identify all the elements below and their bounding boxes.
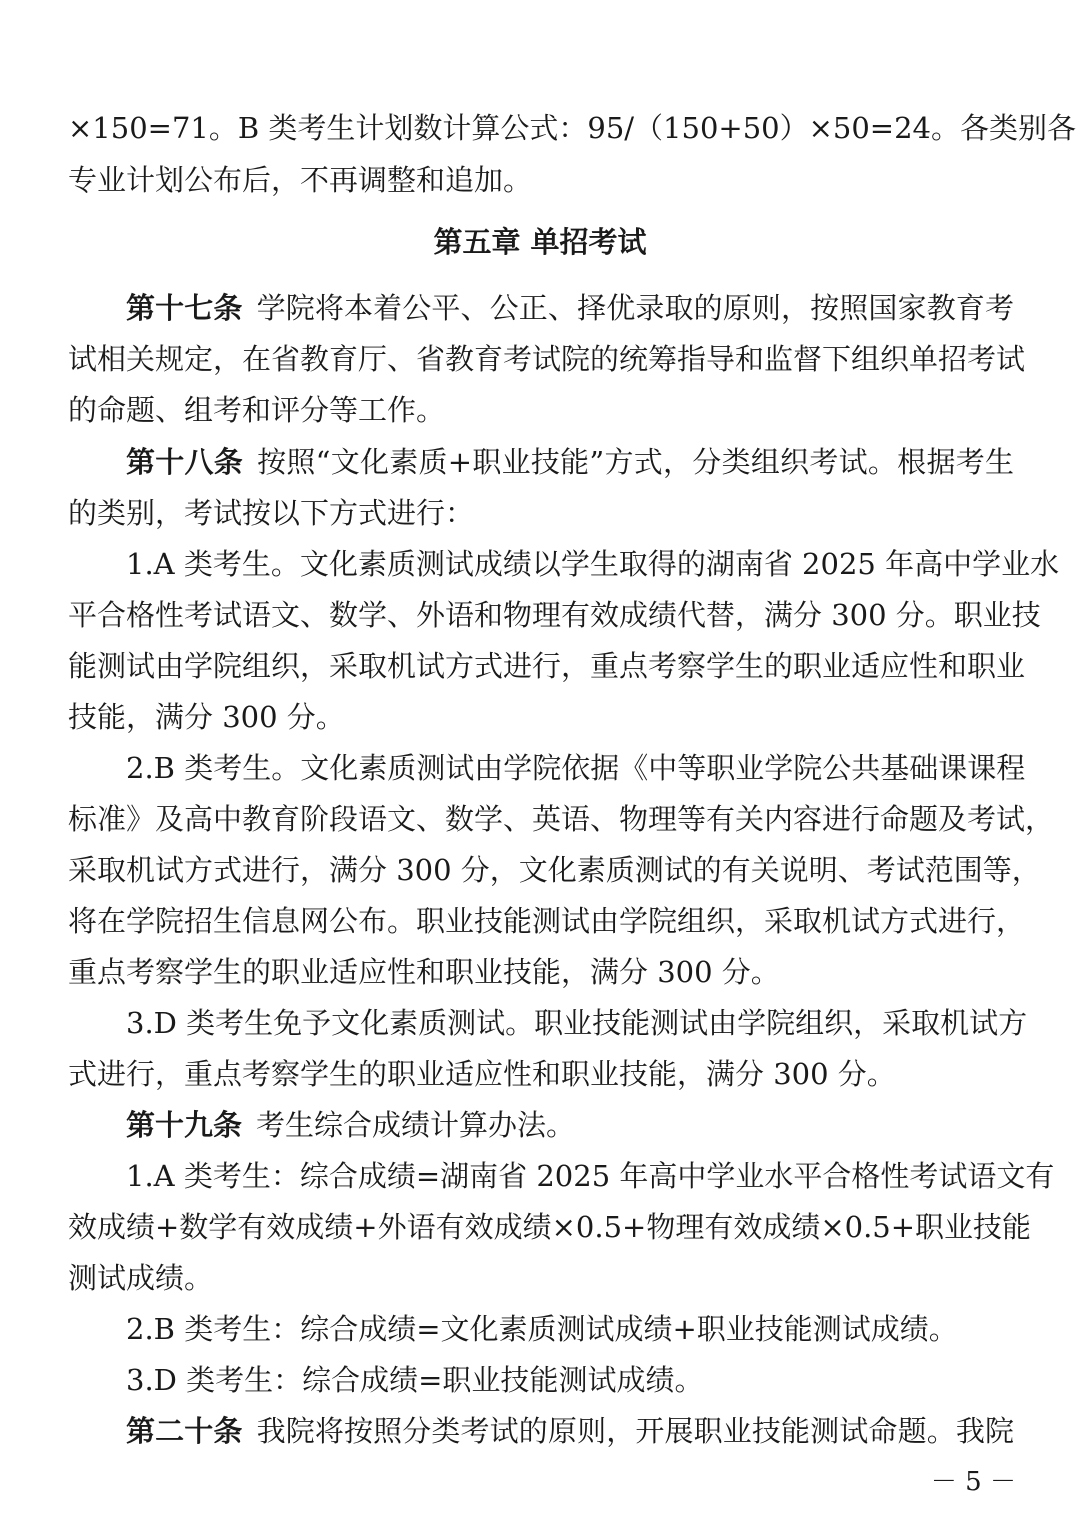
paragraph-line: 采取机试方式进行，满分 300 分，文化素质测试的有关说明、考试范围等，: [68, 853, 1041, 887]
article-17-label: 第十七条: [126, 291, 243, 325]
paragraph-line: ×150=71。B 类考生计划数计算公式：95/（150+50）×50=24。各类别各: [68, 111, 1077, 145]
article-19-line: [126, 1105, 1014, 1145]
paragraph-line: 标准》及高中教育阶段语文、数学、英语、物理等有关内容进行命题及考试，: [68, 802, 1055, 836]
paragraph-line: 的命题、组考和评分等工作。: [68, 393, 446, 427]
list-item-line: 3.D 类考生免予文化素质测试。职业技能测试由学院组织，采取机试方: [126, 1006, 1028, 1040]
article-17-line: [126, 288, 1014, 328]
list-item-line: 2.B 类考生。文化素质测试由学院依据《中等职业学院公共基础课课程: [126, 751, 1026, 785]
list-item-line: 2.B 类考生：综合成绩=文化素质测试成绩+职业技能测试成绩。: [126, 1312, 958, 1346]
page-number: － 5 －: [930, 1467, 1016, 1497]
paragraph-line: 能测试由学院组织，采取机试方式进行，重点考察学生的职业适应性和职业: [68, 649, 1026, 683]
article-20-text: 我院将按照分类考试的原则，开展职业技能测试命题。我院: [256, 1414, 1014, 1448]
paragraph-line: 重点考察学生的职业适应性和职业技能，满分 300 分。: [68, 955, 780, 989]
article-18-line: [126, 442, 1014, 482]
article-19-text: 考生综合成绩计算办法。: [256, 1108, 576, 1142]
paragraph-line: 技能，满分 300 分。: [68, 700, 345, 734]
article-18-label: 第十八条: [126, 445, 244, 479]
paragraph-line: 专业计划公布后，不再调整和追加。: [68, 163, 533, 197]
list-item-line: 1.A 类考生：综合成绩=湖南省 2025 年高中学业水平合格性考试语文有: [126, 1159, 1055, 1193]
article-20-line: [126, 1411, 1014, 1451]
chapter-title: 第五章 单招考试: [433, 225, 647, 259]
paragraph-line: 将在学院招生信息网公布。职业技能测试由学院组织，采取机试方式进行，: [68, 904, 1026, 938]
paragraph-line: 的类别，考试按以下方式进行：: [68, 496, 475, 530]
article-17-text: 学院将本着公平、公正、择优录取的原则，按照国家教育考: [256, 291, 1014, 325]
list-item-line: 3.D 类考生：综合成绩=职业技能测试成绩。: [126, 1363, 704, 1397]
paragraph-line: 效成绩+数学有效成绩+外语有效成绩×0.5+物理有效成绩×0.5+职业技能: [68, 1210, 1032, 1244]
list-item-line: 1.A 类考生。文化素质测试成绩以学生取得的湖南省 2025 年高中学业水: [126, 547, 1060, 581]
paragraph-line: 式进行，重点考察学生的职业适应性和职业技能，满分 300 分。: [68, 1057, 896, 1091]
paragraph-line: 试相关规定，在省教育厅、省教育考试院的统筹指导和监督下组织单招考试: [68, 342, 1026, 376]
article-18-text: 按照“文化素质+职业技能”方式，分类组织考试。根据考生: [257, 445, 1014, 479]
paragraph-line: 平合格性考试语文、数学、外语和物理有效成绩代替，满分 300 分。职业技: [68, 598, 1041, 632]
article-20-label: 第二十条: [126, 1414, 243, 1448]
article-19-label: 第十九条: [126, 1108, 243, 1142]
paragraph-line: 测试成绩。: [68, 1261, 214, 1295]
